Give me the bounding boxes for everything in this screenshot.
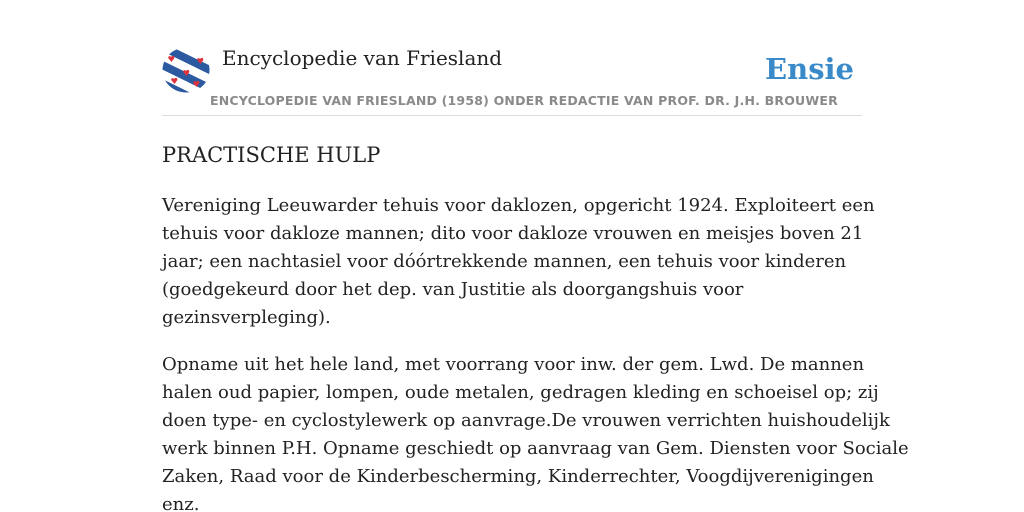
paragraph-line: halen oud papier, lompen, oude metalen, gedragen kleding en schoeisel op; zij: [162, 382, 879, 403]
paragraph-line: tehuis voor dakloze mannen; dito voor dakloze vrouwen en meisjes boven 21: [162, 223, 864, 244]
paragraph-line: jaar; een nachtasiel voor dóórtrekkende mannen, een tehuis voor kinderen: [162, 251, 847, 272]
article-paragraph-1: [162, 192, 875, 332]
paragraph-line: enz.: [162, 494, 200, 512]
paragraph-line: Opname uit het hele land, met voorrang voor inw. der gem. Lwd. De mannen: [162, 354, 865, 375]
paragraph-line: (goedgekeurd door het dep. van Justitie als doorgangshuis voor: [162, 279, 744, 300]
paragraph-line: werk binnen P.H. Opname geschiedt op aanvraag van Gem. Diensten voor Sociale: [162, 438, 909, 459]
header-divider: [162, 115, 862, 116]
paragraph-line: Vereniging Leeuwarder tehuis voor daklozen, opgericht 1924. Exploiteert een: [162, 195, 875, 216]
article-paragraph-2: [162, 351, 909, 512]
paragraph-line: gezinsverpleging).: [162, 307, 331, 328]
article-title: PRACTISCHE HULP: [162, 143, 381, 167]
paragraph-line: doen type- en cyclostylewerk op aanvrage.De vrouwen verrichten huishoudelijk: [162, 410, 890, 431]
site-title[interactable]: Encyclopedie van Friesland: [222, 46, 503, 70]
paragraph-line: Zaken, Raad voor de Kinderbescherming, Kinderrechter, Voogdijverenigingen: [162, 466, 874, 487]
frisian-flag-icon[interactable]: [162, 47, 210, 93]
brand-logo-text[interactable]: Ensie: [765, 52, 854, 86]
encyclopedia-subtitle: ENCYCLOPEDIE VAN FRIESLAND (1958) ONDER REDACTIE VAN PROF. DR. J.H. BROUWER: [210, 93, 838, 108]
